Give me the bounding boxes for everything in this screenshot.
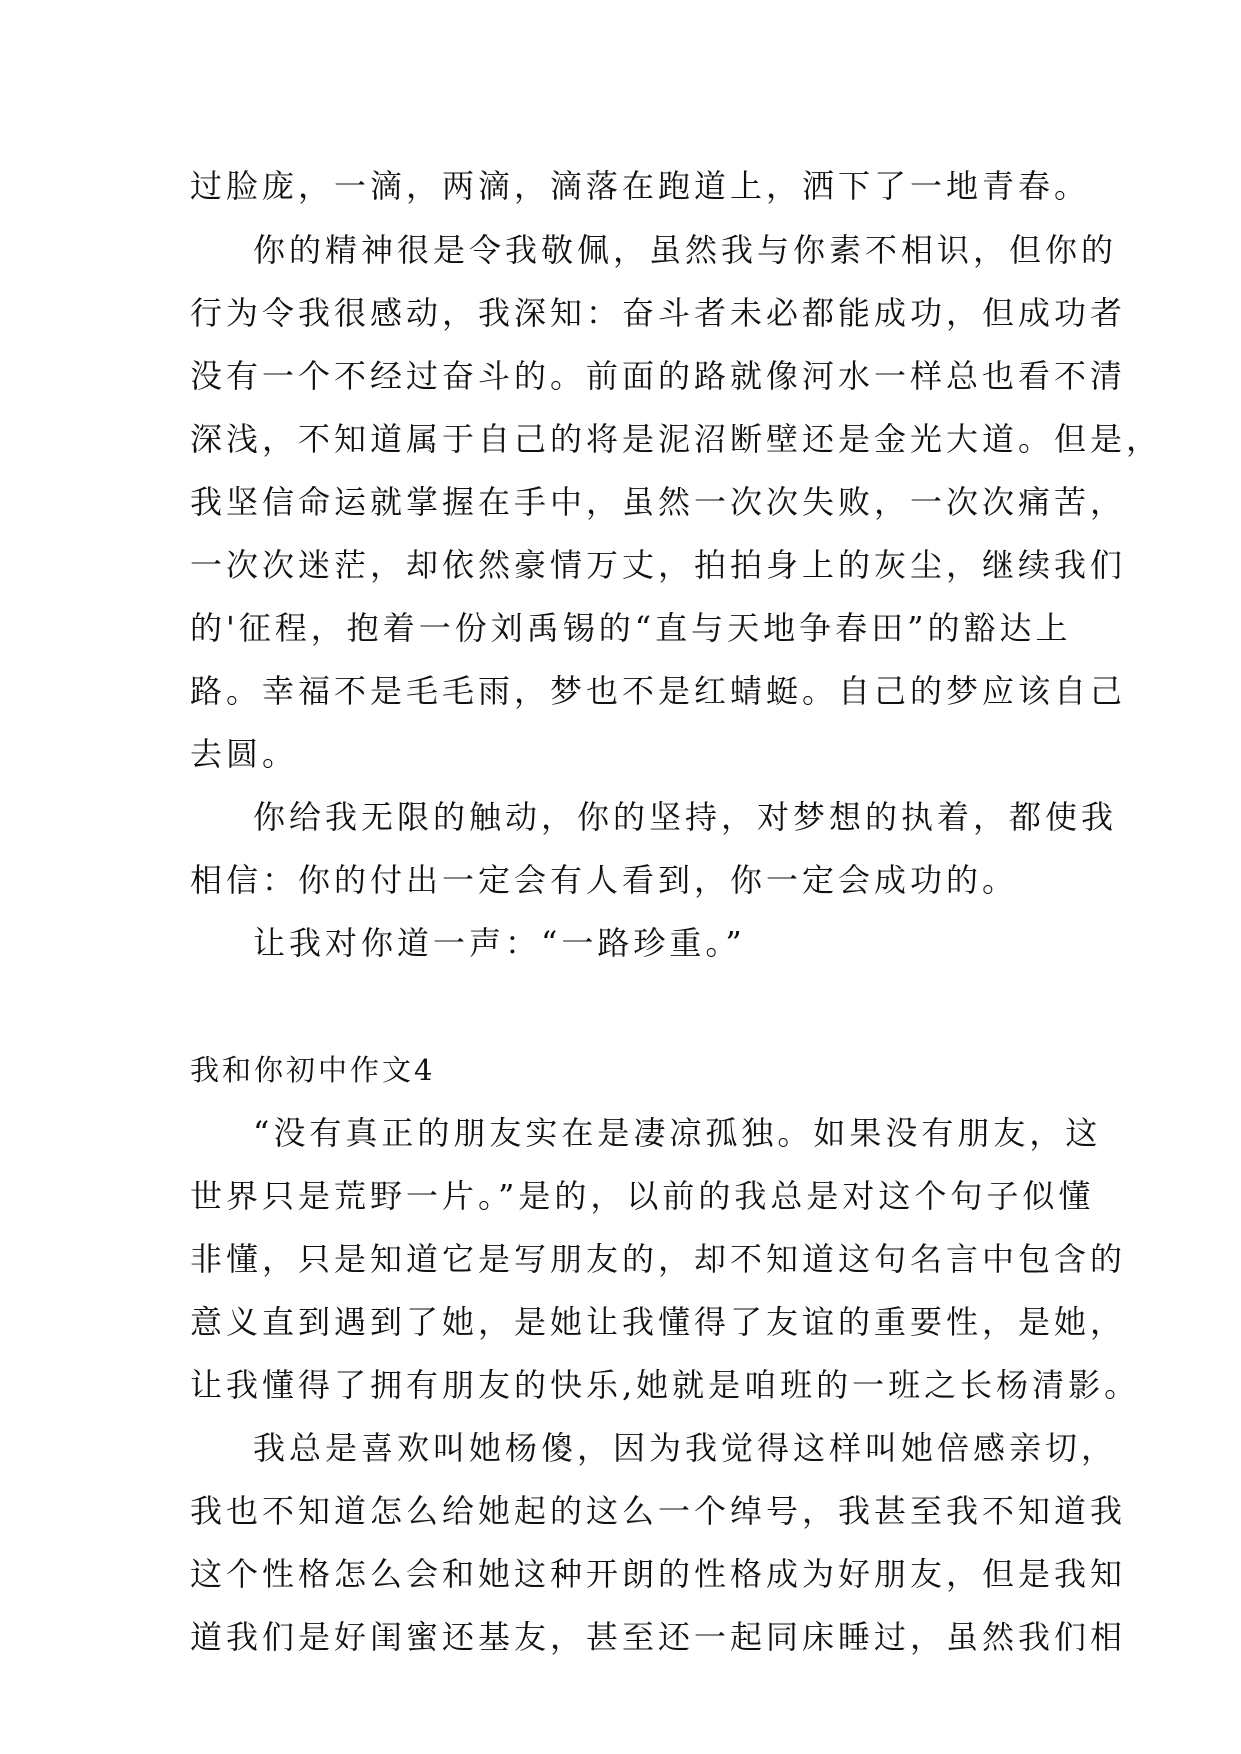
text-line: 相信：你的付出一定会有人看到，你一定会成功的。 xyxy=(190,861,1019,899)
text-line: 一次次迷茫，却依然豪情万丈，拍拍身上的灰尘，继续我们 xyxy=(190,546,1127,584)
text-line: 意义直到遇到了她，是她让我懂得了友谊的重要性，是她， xyxy=(190,1303,1127,1341)
text-line: 让我懂得了拥有朋友的快乐,她就是咱班的一班之长杨清影。 xyxy=(190,1366,1141,1404)
text-line: 这个性格怎么会和她这种开朗的性格成为好朋友，但是我知 xyxy=(190,1555,1127,1593)
text-line: 世界只是荒野一片。”是的，以前的我总是对这个句子似懂 xyxy=(190,1177,1095,1215)
text-line: 我也不知道怎么给她起的这么一个绰号，我甚至我不知道我 xyxy=(190,1492,1127,1530)
text-line: 我总是喜欢叫她杨傻，因为我觉得这样叫她倍感亲切， xyxy=(253,1429,1118,1467)
text-line: 没有一个不经过奋斗的。前面的路就像河水一样总也看不清 xyxy=(190,357,1127,395)
text-line: 去圆。 xyxy=(190,735,299,773)
text-line: “没有真正的朋友实在是凄凉孤独。如果没有朋友，这 xyxy=(253,1114,1102,1152)
text-line: 非懂，只是知道它是写朋友的，却不知道这句名言中包含的 xyxy=(190,1240,1127,1278)
text-line: 道我们是好闺蜜还基友，甚至还一起同床睡过，虽然我们相 xyxy=(190,1618,1127,1656)
text-line: 你的精神很是令我敬佩，虽然我与你素不相识，但你的 xyxy=(253,231,1118,269)
text-line: 行为令我很感动，我深知：奋斗者未必都能成功，但成功者 xyxy=(190,294,1127,332)
text-line: 深浅，不知道属于自己的将是泥沼断壁还是金光大道。但是， xyxy=(190,420,1163,458)
text-line: 的'征程，抱着一份刘禹锡的“直与天地争春田”的豁达上 xyxy=(190,609,1072,647)
text-line: 我坚信命运就掌握在手中，虽然一次次失败，一次次痛苦， xyxy=(190,483,1127,521)
section-heading: 我和你初中作文4 xyxy=(190,1053,436,1087)
text-line: 过脸庞，一滴，两滴，滴落在跑道上，洒下了一地青春。 xyxy=(190,167,1091,205)
text-line: 让我对你道一声：“一路珍重。” xyxy=(253,924,746,962)
text-line: 你给我无限的触动，你的坚持，对梦想的执着，都使我 xyxy=(253,798,1118,836)
text-line: 路。幸福不是毛毛雨，梦也不是红蜻蜓。自己的梦应该自己 xyxy=(190,672,1127,710)
